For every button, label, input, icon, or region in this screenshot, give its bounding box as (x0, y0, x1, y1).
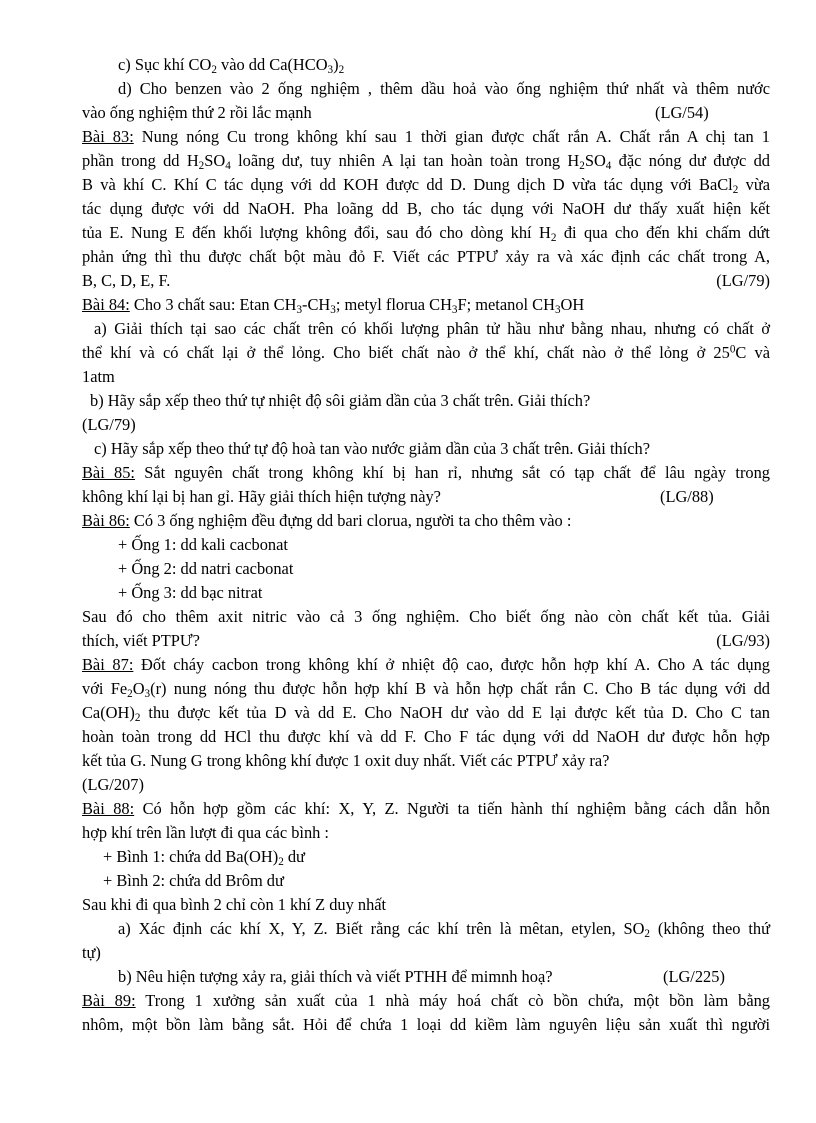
problem-87-heading: Bài 87: (82, 655, 134, 674)
problem-86-line: Bài 86: Có 3 ống nghiệm đều đựng dd bari clorua, người ta cho thêm vào : (82, 511, 572, 530)
text-line: B, C, D, E, F. (LG/79) (82, 269, 770, 293)
reference-tag: (LG/225) (663, 967, 725, 986)
text-line: a) Giải thích tại sao các chất trên có khối lượng phân tử hầu như bằng nhau, nhưng có chất ở (94, 319, 770, 338)
problem-89-heading: Bài 89: (82, 991, 136, 1010)
text-line: B và khí C. Khí C tác dụng với dd KOH được dd D. Dung dịch D vừa tác dụng với BaCl$_2$ vừa (82, 175, 771, 197)
reference-tag: (LG/79) (82, 415, 136, 434)
text-line: tự) (82, 943, 101, 962)
problem-85-heading: Bài 85: (82, 463, 135, 482)
list-item: + Ống 3: dd bạc nitrat (118, 583, 263, 602)
list-item: + Ống 2: dd natri cacbonat (118, 559, 294, 578)
problem-85-line: Bài 85: Sắt nguyên chất trong không khí bị han rỉ, nhưng sắt có tạp chất để lâu ngày trong (82, 463, 770, 482)
text-line: b) Hãy sắp xếp theo thứ tự nhiệt độ sôi giảm dần của 3 chất trên. Giải thích? (90, 391, 591, 410)
text-line: không khí lại bị han gỉ. Hãy giải thích hiện tượng này? (LG/88) (82, 485, 770, 509)
problem-88-line: Bài 88: Có hỗn hợp gồm các khí: X, Y, Z. Người ta tiến hành thí nghiệm bằng cách dẫn hỗn (82, 799, 770, 818)
text-line: kết tủa G. Nung G trong không khí được 1 oxit duy nhất. Viết các PTPƯ xảy ra? (82, 751, 610, 770)
text-line: a) Xác định các khí X, Y, Z. Biết rằng các khí trên là mêtan, etylen, $SO_2$ (không theo thứ (118, 919, 770, 941)
text-line: phần trong dd $H_2SO_4$ loãng dư, tuy nhiên A lại tan hoàn toàn trong $H_2SO_4$ đặc nóng dư được dd (82, 151, 770, 173)
text-line: tác dụng được với dd NaOH. Pha loãng dd B, cho tác dụng với NaOH dư thấy xuất hiện kết (82, 199, 770, 218)
reference-tag: (LG/93) (716, 631, 770, 650)
text-line: Sau khi đi qua bình 2 chỉ còn 1 khí Z duy nhất (82, 895, 387, 914)
text-line: d) Cho benzen vào 2 ống nghiệm , thêm dầu hoả vào ống nghiệm thứ nhất và thêm nước (118, 79, 770, 98)
problem-84-line: Bài 84: Cho 3 chất sau: Etan $CH_3-CH_3$; metyl florua $CH_3F$; metanol $CH_3OH$ (82, 295, 585, 317)
reference-tag: (LG/54) (655, 103, 709, 122)
list-item: + Ống 1: dd kali cacbonat (118, 535, 288, 554)
text-line: $Ca(OH)_2$ thu được kết tủa D và dd E. Cho NaOH dư vào dd E lại được kết tủa D. Cho C tan (82, 703, 770, 725)
text-line: phản ứng thì thu được chất bột màu đỏ F. Viết các PTPƯ xảy ra và xác định các chất trong A, (82, 247, 770, 266)
problem-84-heading: Bài 84: (82, 295, 130, 314)
text-line: c) Hãy sắp xếp theo thứ tự độ hoà tan vào nước giảm dần của 3 chất trên. Giải thích? (94, 439, 650, 458)
text-line: 1atm (82, 367, 115, 386)
text-line: với $Fe_2O_3(r)$ nung nóng thu được hỗn hợp khí B và hỗn hợp chất rắn C. Cho B tác dụng với dd (82, 679, 771, 701)
text-line: thích, viết PTPƯ? (LG/93) (82, 629, 770, 653)
problem-88-heading: Bài 88: (82, 799, 135, 818)
reference-tag: (LG/207) (82, 775, 144, 794)
reference-tag: (LG/79) (716, 271, 770, 290)
text-line: c) Sục khí $CO_2$ vào dd $Ca(HCO_3)_2$ (118, 55, 345, 77)
text-line: Sau đó cho thêm axit nitric vào cả 3 ống nghiệm. Cho biết ống nào còn chất kết tủa. Giải (82, 607, 770, 626)
problem-87-line: Bài 87: Đốt cháy cacbon trong không khí ở nhiệt độ cao, được hỗn hợp khí A. Cho A tác dụng (82, 655, 770, 674)
text-line: b) Nêu hiện tượng xảy ra, giải thích và viết PTHH để mimnh hoạ? (LG/225) (118, 965, 770, 989)
problem-83-heading: Bài 83: (82, 127, 134, 146)
text-line: hợp khí trên lần lượt đi qua các bình : (82, 823, 329, 842)
problem-83-line: Bài 83: Nung nóng Cu trong không khí sau 1 thời gian được chất rắn A. Chất rắn A chị tan 1 (82, 127, 770, 146)
text-line: hoàn toàn trong dd HCl thu được khí và dd F. Cho F tác dụng với dd NaOH dư được hỗn hợp (82, 727, 770, 746)
text-line: thể khí và có chất lại ở thể lỏng. Cho biết chất nào ở thể khí, chất nào ở thể lỏng ở $25^0C$ và (82, 343, 770, 362)
text-line: nhôm, một bồn làm bằng sắt. Hỏi để chứa 1 loại dd kiềm làm nguyên liệu sản xuất thì người (82, 1015, 770, 1034)
list-item: + Bình 1: chứa dd $Ba(OH)_2$ dư (103, 847, 305, 869)
list-item: + Bình 2: chứa dd Brôm dư (103, 871, 284, 890)
text-line: vào ống nghiệm thứ 2 rồi lắc mạnh (LG/54) (82, 101, 770, 125)
reference-tag: (LG/88) (660, 487, 714, 506)
text-line: tủa E. Nung E đến khối lượng không đổi, sau đó cho dòng khí $H_2$ đi qua cho đến khi chấm dứt (82, 223, 770, 245)
problem-89-line: Bài 89: Trong 1 xưởng sản xuất của 1 nhà máy hoá chất cò bồn chứa, một bồn làm bằng (82, 991, 770, 1010)
problem-86-heading: Bài 86: (82, 511, 130, 530)
